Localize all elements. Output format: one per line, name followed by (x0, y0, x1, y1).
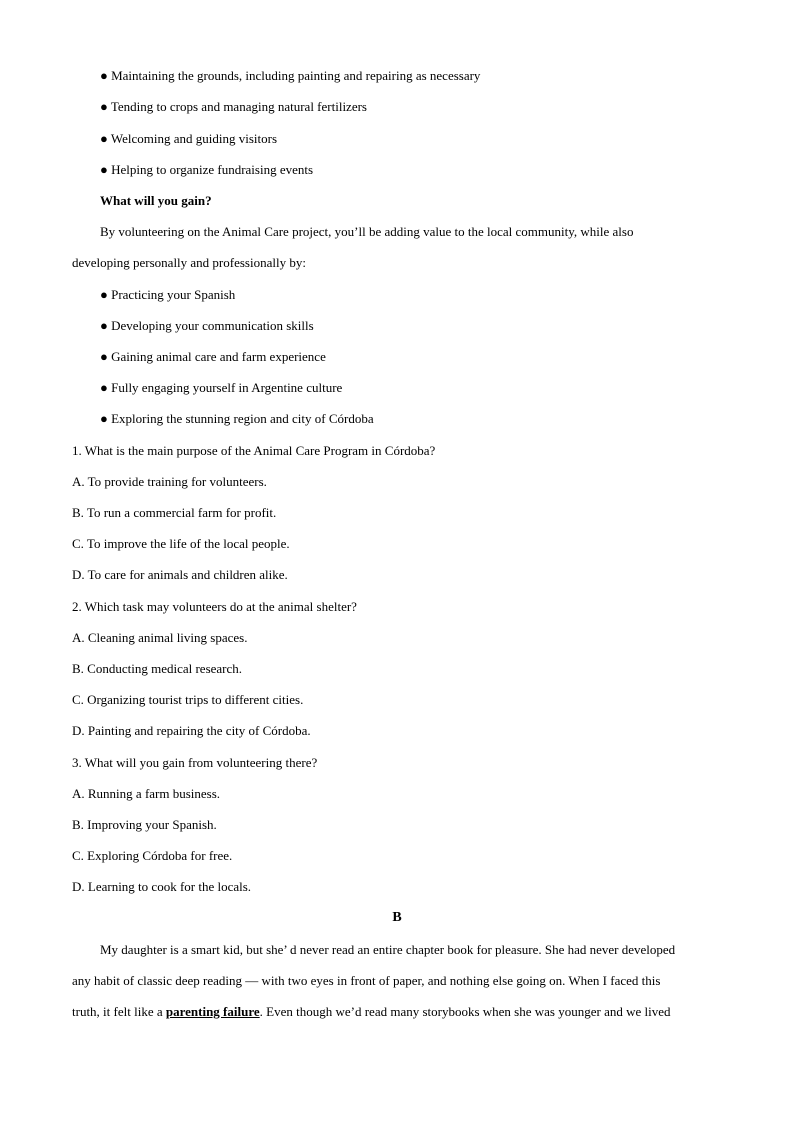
answer-option: B. Improving your Spanish. (72, 817, 217, 832)
bullet-item: ● Maintaining the grounds, including painting and repairing as necessary (100, 68, 481, 83)
passage-text: . Even though we’d read many storybooks when she was younger and we lived (259, 1004, 671, 1019)
bullet-item: ● Gaining animal care and farm experience (100, 349, 326, 364)
answer-option: A. Running a farm business. (72, 786, 221, 801)
underlined-phrase: parenting failure (165, 1004, 260, 1019)
answer-option: D. Learning to cook for the locals. (72, 879, 252, 894)
gain-paragraph-line: By volunteering on the Animal Care project, you’ll be adding value to the local community, while also (100, 224, 634, 239)
answer-option: B. Conducting medical research. (72, 661, 243, 676)
bullet-item: ● Helping to organize fundraising events (100, 162, 314, 177)
question-1: 1. What is the main purpose of the Animal Care Program in Córdoba? (72, 443, 436, 458)
gain-paragraph-line: developing personally and professionally by: (72, 255, 306, 270)
answer-option: C. Organizing tourist trips to different cities. (72, 692, 304, 707)
question-3: 3. What will you gain from volunteering there? (72, 755, 318, 770)
bullet-item: ● Exploring the stunning region and city of Córdoba (100, 411, 374, 426)
bullet-item: ● Welcoming and guiding visitors (100, 131, 277, 146)
passage-b-line: any habit of classic deep reading — with two eyes in front of paper, and nothing else going on. When I faced this (72, 973, 661, 988)
passage-b-line: My daughter is a smart kid, but she’ d never read an entire chapter book for pleasure. She had never developed (100, 942, 676, 957)
question-2: 2. Which task may volunteers do at the animal shelter? (72, 599, 357, 614)
answer-option: D. To care for animals and children alike. (72, 567, 288, 582)
bullet-item: ● Tending to crops and managing natural fertilizers (100, 99, 367, 114)
gain-heading: What will you gain? (100, 193, 212, 208)
passage-text: truth, it felt like a (72, 1004, 166, 1019)
answer-option: A. Cleaning animal living spaces. (72, 630, 248, 645)
bullet-item: ● Practicing your Spanish (100, 287, 236, 302)
answer-option: C. To improve the life of the local people. (72, 536, 290, 551)
section-heading-b: B (392, 910, 402, 925)
bullet-item: ● Developing your communication skills (100, 318, 314, 333)
answer-option: A. To provide training for volunteers. (72, 474, 267, 489)
answer-option: D. Painting and repairing the city of Córdoba. (72, 723, 311, 738)
bullet-item: ● Fully engaging yourself in Argentine culture (100, 380, 343, 395)
answer-option: B. To run a commercial farm for profit. (72, 505, 277, 520)
answer-option: C. Exploring Córdoba for free. (72, 848, 233, 863)
passage-b-line (72, 1004, 671, 1020)
